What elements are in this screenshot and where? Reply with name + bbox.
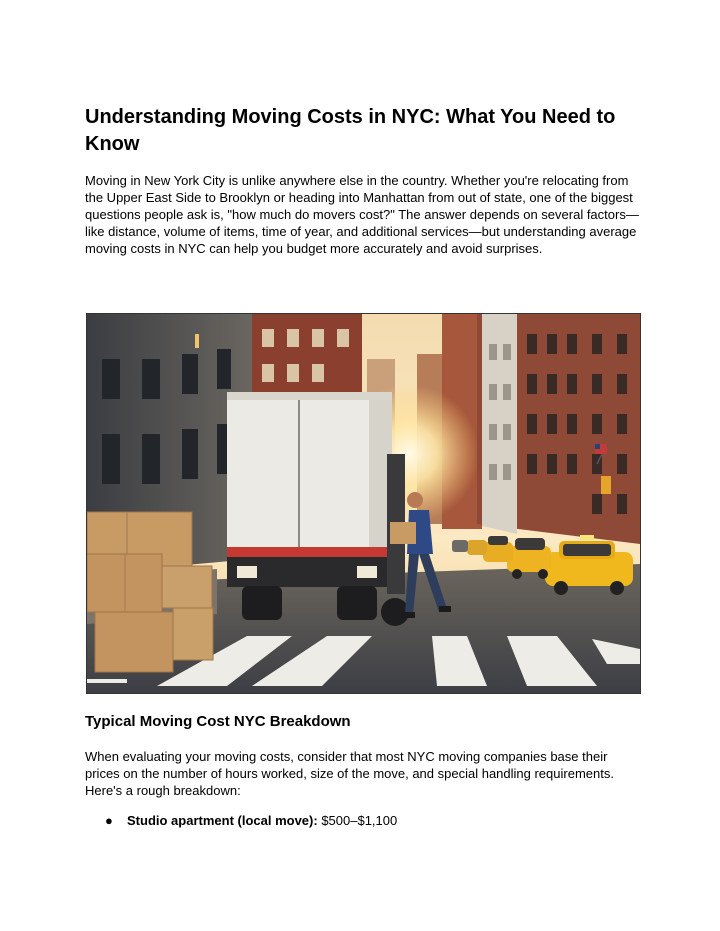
- list-item: [85, 812, 645, 829]
- taxi-cab: [452, 540, 468, 552]
- street-sign: [601, 476, 611, 494]
- section-intro-paragraph: When evaluating your moving costs, consider that most NYC moving companies base their prices on the number of hours worked, size of the move, and special handling requirements. Here's a rough breakdown:: [85, 749, 614, 798]
- white-facade-building: [482, 314, 517, 534]
- lit-window: [195, 334, 199, 348]
- moving-truck-photo: [86, 313, 641, 694]
- street-scene-illustration: [87, 314, 640, 693]
- lane-marking: [87, 679, 127, 683]
- cost-breakdown-list: [85, 812, 645, 829]
- list-item-value: $500–$1,100: [317, 813, 398, 828]
- page-title: Understanding Moving Costs in NYC: What You Need to Know: [85, 106, 616, 155]
- list-item-label: Studio apartment (local move):: [127, 813, 318, 828]
- intro-paragraph: Moving in New York City is unlike anywhere else in the country. Whether you're relocating from the Upper East Side to Brooklyn or heading into Manhattan from out of state, one of the biggest questions people ask is, "how much do movers cost?" The answer depends on several factors—like distance, volume of items, time of year, and additional services—but understanding average moving costs in NYC can help you budget more accurately and avoid surprises.: [85, 173, 639, 256]
- bullet-marker: ●: [105, 813, 113, 828]
- flag-canton: [595, 444, 600, 449]
- section-heading: Typical Moving Cost NYC Breakdown: [85, 713, 351, 730]
- taxi-cab: [467, 540, 487, 555]
